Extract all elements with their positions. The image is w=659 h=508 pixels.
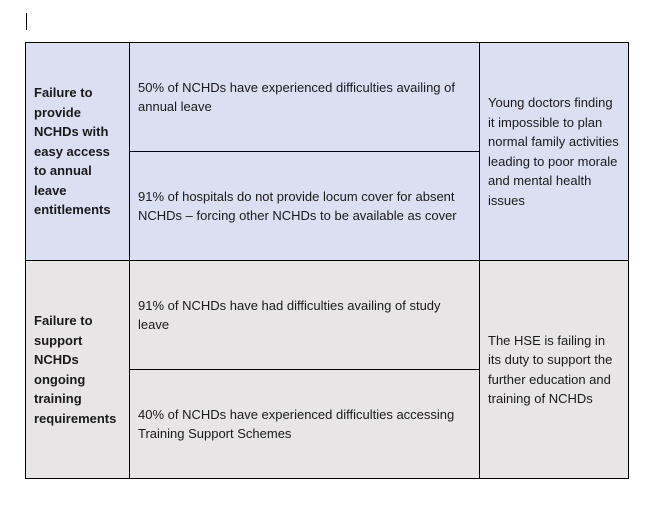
table-row (26, 43, 629, 152)
finding-annual-leave-difficulties: 50% of NCHDs have experienced difficulties availing of annual leave (130, 43, 480, 152)
impact-training: The HSE is failing in its duty to support the further education and training of NCHDs (480, 261, 629, 479)
text-cursor (26, 13, 27, 30)
finding-study-leave: 91% of NCHDs have had difficulties availing of study leave (130, 261, 480, 370)
finding-locum-cover: 91% of hospitals do not provide locum cover for absent NCHDs – forcing other NCHDs to be available as cover (130, 152, 480, 261)
issue-label-training: Failure to support NCHDs ongoing training requirements (26, 261, 130, 479)
table-row (26, 261, 629, 370)
issue-label-annual-leave: Failure to provide NCHDs with easy access to annual leave entitlements (26, 43, 130, 261)
issues-table (25, 42, 629, 479)
impact-annual-leave: Young doctors finding it impossible to plan normal family activities leading to poor morale and mental health issues (480, 43, 629, 261)
finding-training-support-schemes: 40% of NCHDs have experienced difficulties accessing Training Support Schemes (130, 370, 480, 479)
